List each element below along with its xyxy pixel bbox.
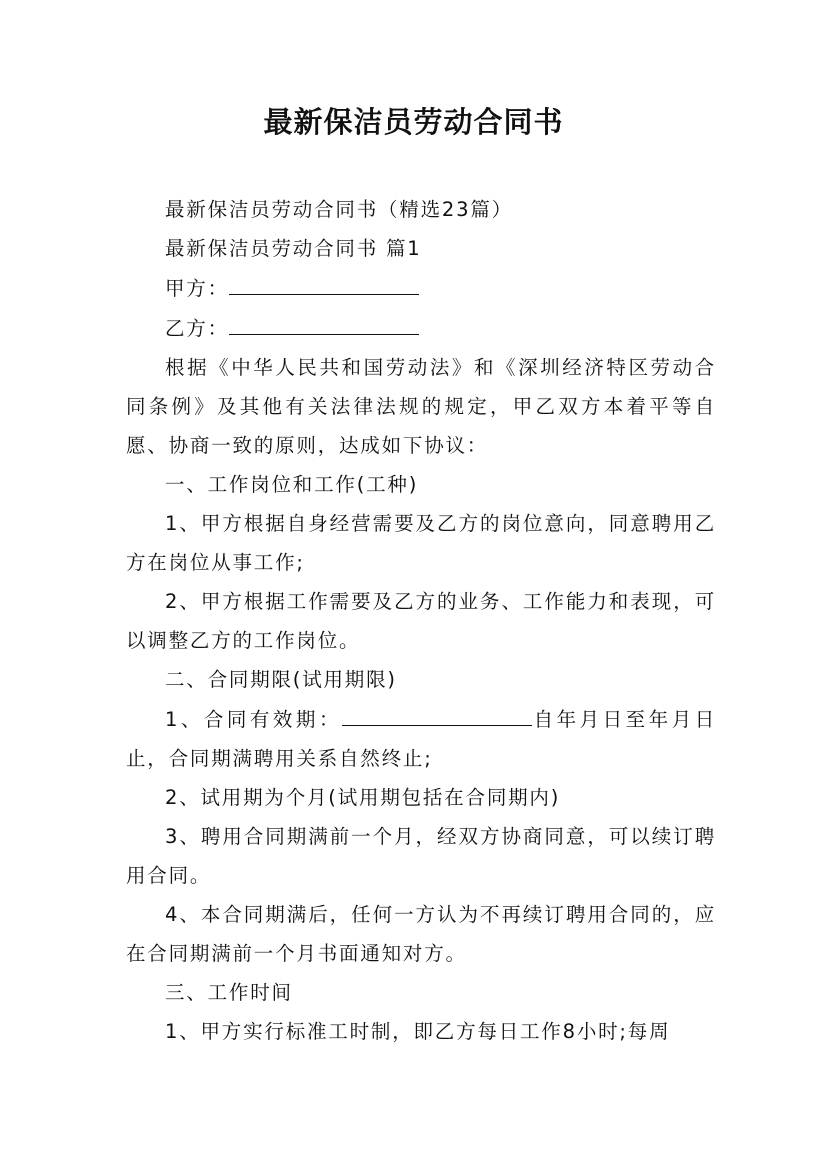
section-2-clause-4: 4、本合同期满后，任何一方认为不再续订聘用合同的，应在合同期满前一个月书面通知对方。 bbox=[126, 903, 716, 965]
party-b-blank bbox=[229, 308, 419, 335]
section-1-clause-2: 2、甲方根据工作需要及乙方的业务、工作能力和表现，可以调整乙方的工作岗位。 bbox=[126, 590, 716, 652]
contract-period-blank bbox=[342, 699, 532, 726]
section-2-clause-3: 3、聘用合同期满前一个月，经双方协商同意，可以续订聘用合同。 bbox=[126, 825, 716, 887]
section-heading: 最新保洁员劳动合同书 篇1 bbox=[165, 237, 422, 260]
section-2-clause-2: 2、试用期为个月(试用期包括在合同期内) bbox=[165, 786, 561, 809]
section-1-clause-1: 1、甲方根据自身经营需要及乙方的岗位意向，同意聘用乙方在岗位从事工作; bbox=[126, 512, 716, 574]
section-2-clause-1 bbox=[126, 699, 716, 778]
party-b-line bbox=[126, 308, 716, 348]
section-3-heading: 三、工作时间 bbox=[165, 981, 293, 1004]
party-b-label: 乙方： bbox=[165, 317, 229, 340]
section-1-heading: 一、工作岗位和工作(工种) bbox=[165, 473, 419, 496]
party-a-blank bbox=[229, 268, 419, 295]
contract-period-text: 自年月日至年月日止，合同期满聘用关系自然终止; bbox=[126, 708, 716, 770]
intro-paragraph: 根据《中华人民共和国劳动法》和《深圳经济特区劳动合同条例》及其他有关法律法规的规定，甲乙双方本着平等自愿、协商一致的原则，达成如下协议： bbox=[126, 356, 716, 457]
section-3-clause-1: 1、甲方实行标准工时制，即乙方每日工作8小时;每周 bbox=[165, 1020, 671, 1043]
document-subtitle: 最新保洁员劳动合同书（精选23篇） bbox=[165, 198, 513, 221]
section-2-heading: 二、合同期限(试用期限) bbox=[165, 668, 397, 691]
document-body bbox=[126, 190, 716, 1051]
contract-period-label: 1、合同有效期： bbox=[165, 708, 342, 731]
party-a-line bbox=[126, 268, 716, 308]
document-title: 最新保洁员劳动合同书 bbox=[263, 105, 564, 139]
party-a-label: 甲方： bbox=[165, 277, 229, 300]
